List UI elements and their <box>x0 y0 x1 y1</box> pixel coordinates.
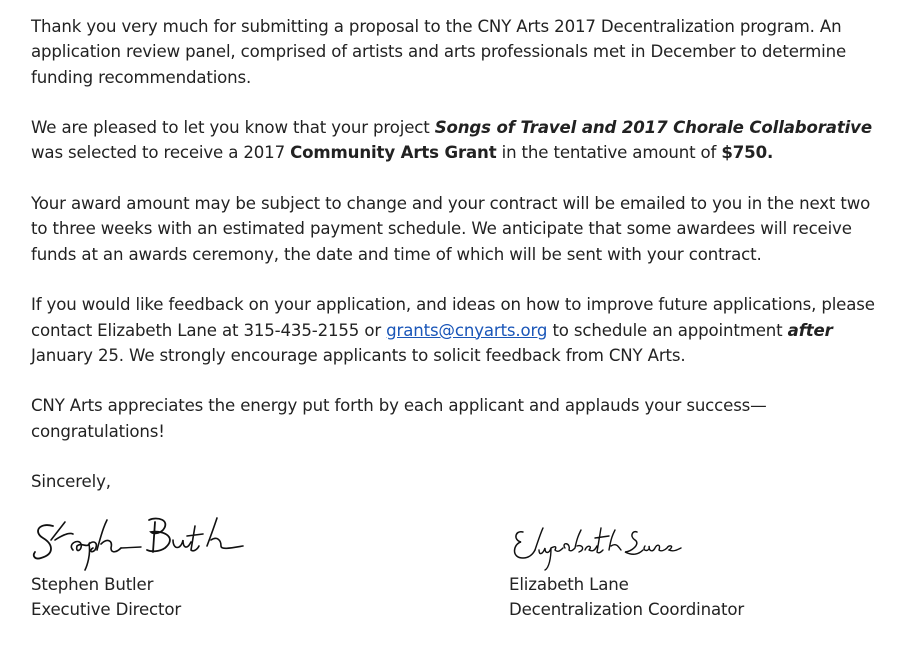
paragraph-congratulations: CNY Arts appreciates the energy put forth by each applicant and applauds your success—congratulations! <box>31 396 767 441</box>
signature-image-stephen-butler <box>31 510 251 572</box>
feedback-tail-text: January 25. We strongly encourage applicants to solicit feedback from CNY Arts. <box>31 345 686 365</box>
signatory-title: Executive Director <box>31 600 182 620</box>
signatory-title: Decentralization Coordinator <box>509 600 745 620</box>
feedback-lead-text: If you would like feedback on your application, and ideas on how to improve future applications, please contact Elizabeth Lane at 315-435-2155 or <box>31 295 875 340</box>
feedback-mid-text: to schedule an appointment <box>547 320 788 340</box>
signature-block-coordinator <box>509 510 744 623</box>
signature-block-executive <box>31 510 251 623</box>
award-lead-text: We are pleased to let you know that your project <box>31 118 435 138</box>
signature-image-elizabeth-lane <box>509 510 689 572</box>
award-mid-text-1: was selected to receive a 2017 <box>31 143 291 163</box>
signatory-name: Stephen Butler <box>31 575 154 594</box>
paragraph-award <box>31 115 879 166</box>
feedback-emphasis: after <box>787 320 833 340</box>
email-link[interactable]: grants@cnyarts.org <box>386 320 548 340</box>
award-mid-text-2: in the tentative amount of <box>496 143 722 163</box>
grant-type: Community Arts Grant <box>290 143 497 163</box>
paragraph-contract: Your award amount may be subject to change and your contract will be emailed to you in the next two to three weeks with an estimated payment schedule. We anticipate that some awardees will receive funds at an awards ceremony, the date and time of which will be sent with your contract. <box>31 194 871 264</box>
paragraph-feedback <box>31 292 879 368</box>
award-amount: $750. <box>721 143 774 163</box>
closing-salutation: Sincerely, <box>31 472 111 492</box>
letter-body <box>31 14 879 495</box>
project-name: Songs of Travel and 2017 Chorale Collaborative <box>434 118 872 138</box>
paragraph-intro: Thank you very much for submitting a proposal to the CNY Arts 2017 Decentralization program. An application review panel, comprised of artists and arts professionals met in December to determine funding recommendations. <box>31 17 847 87</box>
signatory-name: Elizabeth Lane <box>509 575 629 594</box>
